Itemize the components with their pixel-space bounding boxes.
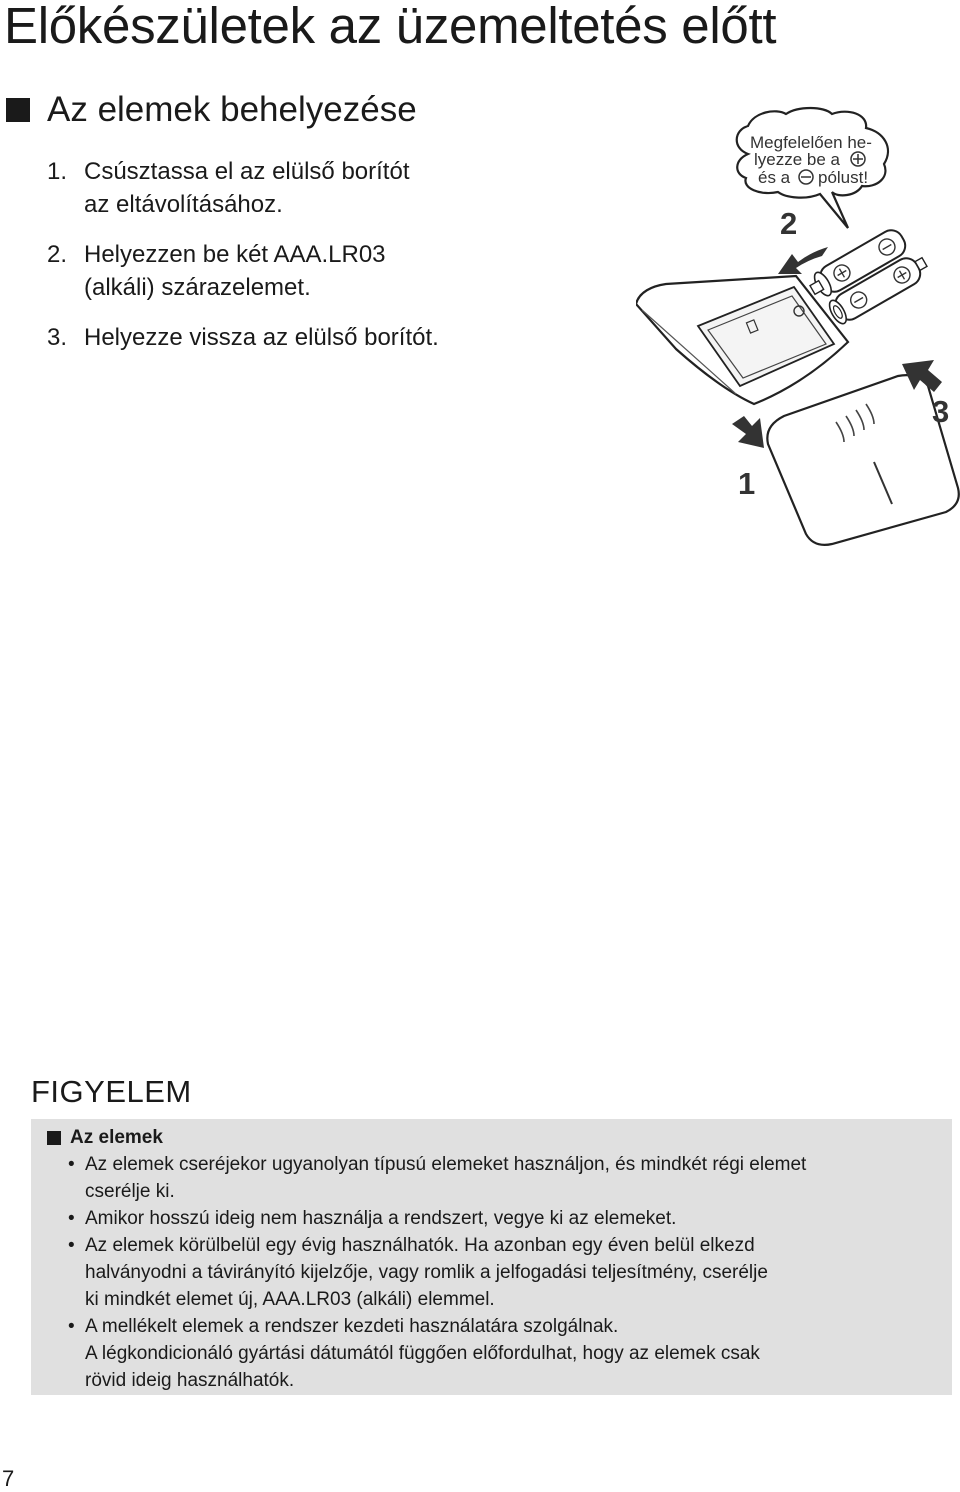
curved-arrow-icon — [778, 247, 828, 274]
step-number: 1. — [47, 158, 68, 185]
step-number: 3. — [47, 324, 68, 351]
notice-title: FIGYELEM — [31, 1074, 192, 1109]
bubble-line-3a: és a — [758, 168, 791, 187]
arrow-down-right-icon — [732, 416, 764, 448]
square-bullet-icon — [6, 98, 30, 122]
notice-heading-text: Az elemek — [70, 1126, 163, 1148]
step-text: Csúsztassa el az elülső borítót az eltávolításához. — [84, 158, 410, 218]
page-title: Előkészületek az üzemeltetés előtt — [4, 0, 777, 54]
notice-item: • Amikor hosszú ideig nem használja a rendszert, vegye ki az elemeket. — [47, 1205, 934, 1232]
section-heading — [6, 90, 417, 130]
notice-item: • Az elemek körülbelül egy évig használhatók. Ha azonban egy éven belül elkezd halványodni a távirányító kijelzője, vagy romlik a jelfogadási teljesítmény, cserélje ki mindkét elemet új, AAA.LR03 (alkáli) elemmel. — [47, 1232, 934, 1313]
step-label-1: 1 — [738, 466, 756, 501]
step-item — [47, 155, 439, 221]
step-label-3: 3 — [932, 394, 950, 429]
notice-item: • Az elemek cseréjekor ugyanolyan típusú elemeket használjon, és mindkét régi elemet cserélje ki. — [47, 1151, 934, 1205]
battery-cover — [767, 375, 958, 545]
notice-box — [31, 1119, 952, 1395]
bubble-line-1: Megfelelően he- — [750, 133, 872, 152]
step-number: 2. — [47, 241, 68, 268]
steps-list — [47, 155, 439, 371]
plus-circle-icon — [851, 152, 865, 166]
bubble-line-3b: pólust! — [818, 168, 869, 187]
battery-installation-illustration — [636, 104, 960, 564]
step-text: Helyezzen be két AAA.LR03 (alkáli) szárazelemet. — [84, 241, 386, 301]
step-item — [47, 238, 439, 304]
section-heading-text: Az elemek behelyezése — [47, 90, 417, 129]
notice-list — [47, 1151, 934, 1394]
step-item — [47, 321, 439, 354]
page-number: 7 — [2, 1466, 15, 1491]
bubble-line-2: lyezze be a — [754, 150, 840, 169]
notice-item: • A mellékelt elemek a rendszer kezdeti használatára szolgálnak. A légkondicionáló gyártási dátumától függően előfordulhat, hogy az elemek csak rövid ideig használhatók. — [47, 1313, 934, 1394]
square-bullet-icon — [47, 1131, 61, 1145]
step-text: Helyezze vissza az elülső borítót. — [84, 324, 439, 351]
notice-heading — [47, 1124, 934, 1151]
step-label-2: 2 — [780, 206, 798, 241]
